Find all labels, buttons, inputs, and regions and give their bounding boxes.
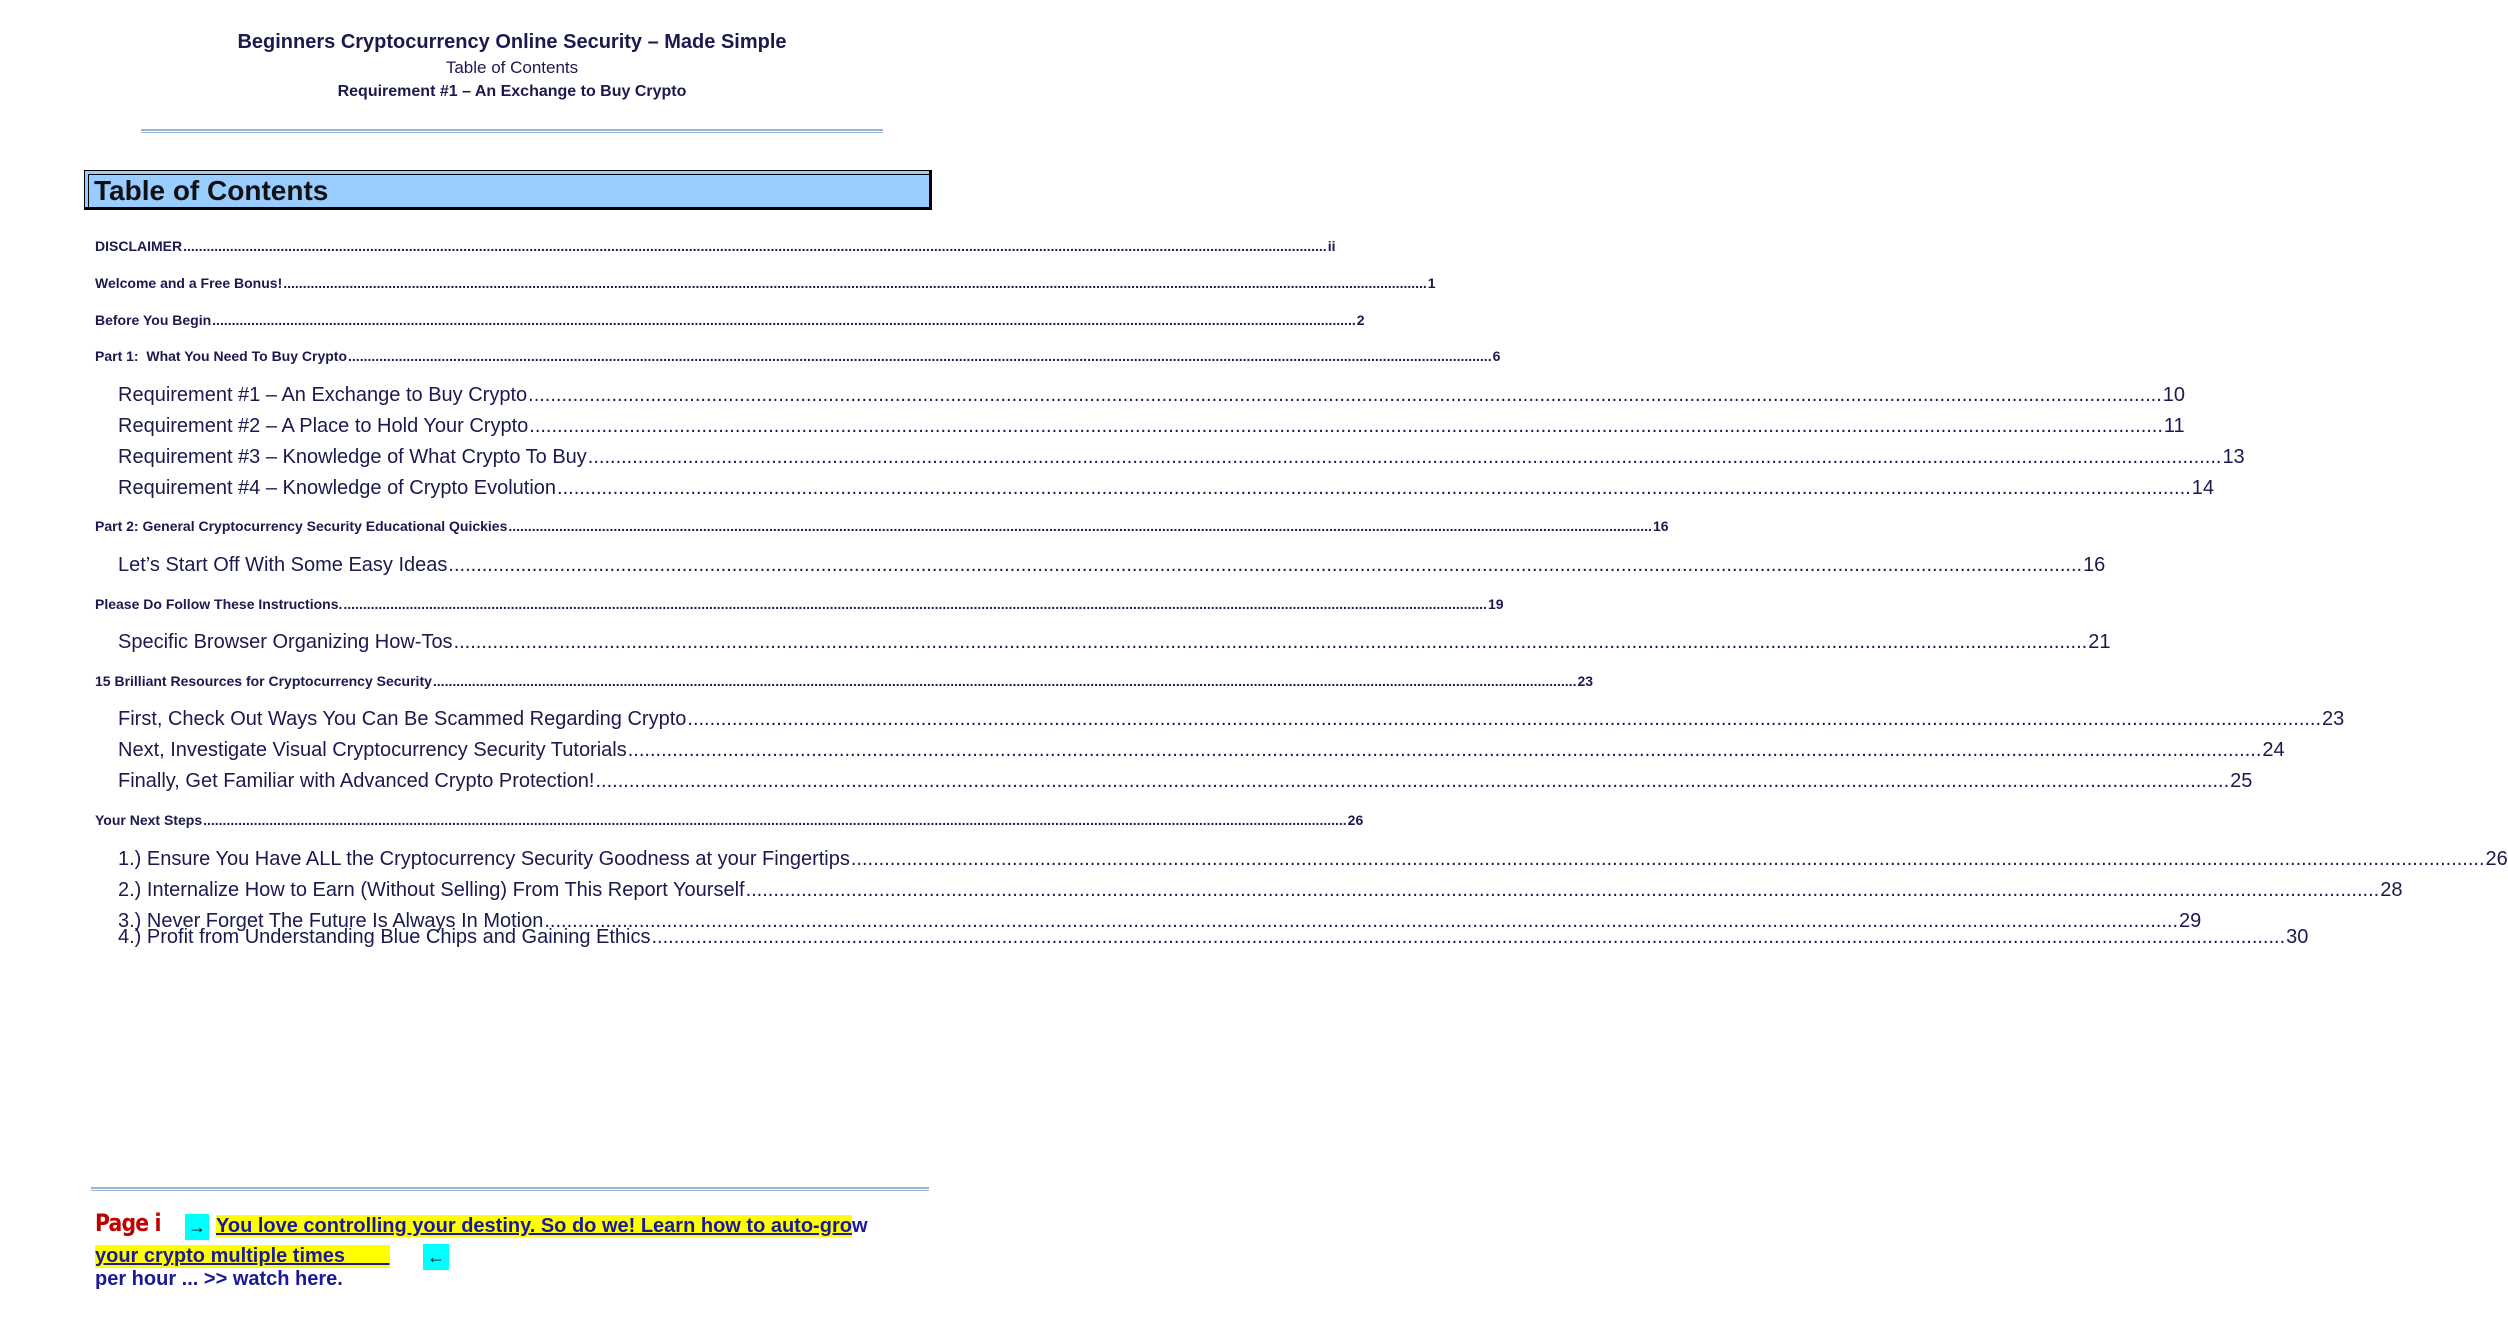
toc-entry-page: 25 bbox=[2230, 770, 2253, 792]
toc-entry-label: Part 2: General Cryptocurrency Security Educational Quickies bbox=[95, 518, 508, 534]
toc-entry-requirement-1[interactable] bbox=[118, 384, 2186, 407]
toc-leader-dots bbox=[652, 926, 2286, 949]
toc-entry-label: Please Do Follow These Instructions. bbox=[95, 596, 343, 612]
promo-link-tail[interactable]: w bbox=[851, 1215, 868, 1237]
toc-entry-page: 23 bbox=[2322, 708, 2345, 730]
toc-entry-label: 2.) Internalize How to Earn (Without Selling) From This Report Yourself bbox=[118, 879, 745, 901]
toc-leader-dots bbox=[433, 673, 1577, 689]
toc-entry-label: Requirement #2 – A Place to Hold Your Crypto bbox=[118, 415, 529, 437]
footer-divider bbox=[91, 1187, 929, 1191]
toc-leader-dots bbox=[595, 770, 2229, 793]
toc-leader-dots bbox=[348, 348, 1492, 364]
toc-entry-next-steps[interactable] bbox=[95, 812, 1364, 828]
toc-entry-label: Before You Begin bbox=[95, 312, 212, 328]
toc-leader-dots bbox=[283, 275, 1427, 291]
toc-entry-scammed[interactable] bbox=[118, 708, 2345, 731]
toc-leader-dots bbox=[746, 879, 2380, 902]
toc-entry-step-2[interactable] bbox=[118, 879, 2403, 902]
toc-entry-label: Part 1: What You Need To Buy Crypto bbox=[95, 348, 348, 364]
arrow-right-icon: → bbox=[185, 1214, 209, 1240]
toc-entry-label: Requirement #3 – Knowledge of What Crypto To Buy bbox=[118, 446, 587, 468]
toc-entry-label: 1.) Ensure You Have ALL the Cryptocurrency Security Goodness at your Fingertips bbox=[118, 848, 850, 870]
toc-entry-page: 14 bbox=[2191, 477, 2214, 499]
toc-entry-label: Your Next Steps bbox=[95, 812, 203, 828]
toc-entry-page: 30 bbox=[2286, 926, 2309, 948]
toc-entry-page: 10 bbox=[2162, 384, 2186, 406]
toc-heading: Table of Contents bbox=[94, 175, 329, 206]
toc-leader-dots bbox=[343, 596, 1487, 612]
toc-entry-page: 29 bbox=[2179, 910, 2202, 932]
toc-entry-label: 4.) Profit from Understanding Blue Chips and Gaining Ethics bbox=[118, 926, 651, 948]
toc-entry-visual-tutorials[interactable] bbox=[118, 739, 2285, 762]
page-number: Page i bbox=[95, 1209, 161, 1237]
toc-leader-dots bbox=[557, 477, 2191, 500]
toc-entry-page: 28 bbox=[2380, 879, 2403, 901]
promo-link-line2[interactable]: your crypto multiple times bbox=[95, 1245, 390, 1267]
toc-entry-page: 13 bbox=[2222, 446, 2245, 468]
promo-link-line1[interactable] bbox=[216, 1215, 868, 1238]
toc-entry-label: 3.) Never Forget The Future Is Always In Motion bbox=[118, 910, 544, 932]
toc-entry-requirement-3[interactable] bbox=[118, 446, 2245, 469]
toc-entry-part-2[interactable] bbox=[95, 518, 1669, 534]
toc-entry-browser-howtos[interactable] bbox=[118, 631, 2111, 654]
toc-leader-dots bbox=[183, 238, 1327, 254]
toc-entry-disclaimer[interactable] bbox=[95, 238, 1336, 254]
toc-entry-step-4 bbox=[118, 926, 2309, 949]
toc-entry-label: Requirement #4 – Knowledge of Crypto Evolution bbox=[118, 477, 557, 499]
toc-entry-page: 23 bbox=[1577, 673, 1594, 689]
toc-heading-box bbox=[84, 170, 932, 210]
toc-entry-label: Next, Investigate Visual Cryptocurrency Security Tutorials bbox=[118, 739, 627, 761]
promo-link-line3[interactable]: per hour ... >> watch here. bbox=[95, 1268, 343, 1290]
promo-link-text[interactable]: You love controlling your destiny. So do we! Learn how to auto-gro bbox=[216, 1215, 852, 1237]
toc-leader-dots bbox=[212, 312, 1356, 328]
toc-entry-page: 16 bbox=[2083, 554, 2106, 576]
toc-leader-dots bbox=[628, 739, 2262, 762]
toc-leader-dots bbox=[454, 631, 2088, 654]
toc-leader-dots bbox=[851, 848, 2485, 871]
toc-entry-step-4-clipped bbox=[118, 926, 2309, 951]
toc-leader-dots bbox=[448, 554, 2082, 577]
toc-entry-page: 19 bbox=[1487, 596, 1504, 612]
toc-entry-advanced-protection[interactable] bbox=[118, 770, 2253, 793]
toc-entry-label: Let’s Start Off With Some Easy Ideas bbox=[118, 554, 448, 576]
toc-entry-welcome[interactable] bbox=[95, 275, 1436, 291]
toc-entry-before-you-begin[interactable] bbox=[95, 312, 1365, 328]
toc-entry-page: 16 bbox=[1652, 518, 1669, 534]
section-subtitle: Table of Contents bbox=[445, 58, 579, 77]
toc-leader-dots bbox=[529, 415, 2163, 438]
toc-entry-part-1[interactable] bbox=[95, 348, 1501, 364]
header-divider bbox=[141, 129, 883, 133]
toc-entry-page: 26 bbox=[1347, 812, 1364, 828]
toc-entry-label: Requirement #1 – An Exchange to Buy Crypto bbox=[118, 384, 528, 406]
toc-entry-easy-ideas[interactable] bbox=[118, 554, 2106, 577]
toc-entry-requirement-4[interactable] bbox=[118, 477, 2214, 500]
toc-entry-page: 24 bbox=[2262, 739, 2285, 761]
toc-entry-page: 26 bbox=[2485, 848, 2508, 870]
toc-entry-page: 2 bbox=[1356, 312, 1365, 328]
toc-entry-page: 21 bbox=[2088, 631, 2111, 653]
toc-entry-label: First, Check Out Ways You Can Be Scammed Regarding Crypto bbox=[118, 708, 687, 730]
toc-leader-dots bbox=[588, 446, 2222, 469]
toc-entry-page: 1 bbox=[1427, 275, 1436, 291]
toc-entry-label: Finally, Get Familiar with Advanced Crypto Protection! bbox=[118, 770, 595, 792]
toc-leader-dots bbox=[528, 384, 2162, 407]
toc-leader-dots bbox=[203, 812, 1347, 828]
toc-entry-page: ii bbox=[1327, 238, 1336, 254]
toc-entry-label: DISCLAIMER bbox=[95, 238, 183, 254]
toc-leader-dots bbox=[687, 708, 2321, 731]
toc-entry-label: Specific Browser Organizing How-Tos bbox=[118, 631, 453, 653]
toc-entry-label: 15 Brilliant Resources for Cryptocurrency Security bbox=[95, 673, 432, 689]
toc-entry-page: 6 bbox=[1492, 348, 1501, 364]
toc-leader-dots bbox=[508, 518, 1652, 534]
document-title: Beginners Cryptocurrency Online Security – Made Simple bbox=[237, 31, 787, 53]
toc-entry-page: 11 bbox=[2163, 415, 2185, 437]
toc-entry-instructions[interactable] bbox=[95, 596, 1504, 612]
toc-entry-step-1[interactable] bbox=[118, 848, 2508, 871]
chapter-title: Requirement #1 – An Exchange to Buy Crypto bbox=[337, 83, 687, 100]
toc-entry-resources[interactable] bbox=[95, 673, 1594, 689]
arrow-left-icon: ← bbox=[423, 1244, 449, 1270]
toc-entry-requirement-2[interactable] bbox=[118, 415, 2185, 438]
toc-entry-label: Welcome and a Free Bonus! bbox=[95, 275, 283, 291]
